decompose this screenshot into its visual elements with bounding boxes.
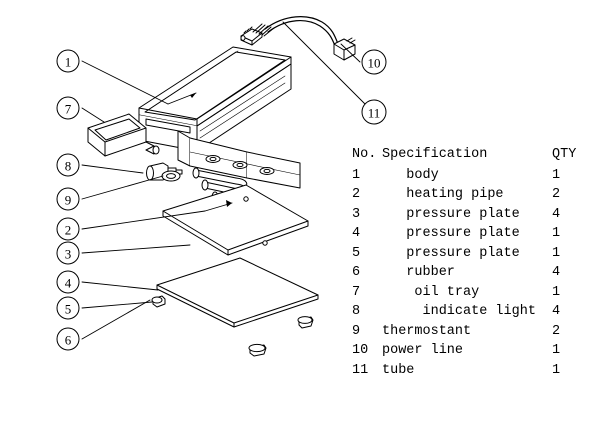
table-header-row	[352, 145, 592, 166]
row-spec: thermostant	[382, 323, 472, 339]
row-qty: 1	[552, 343, 561, 358]
row-qty: 1	[552, 167, 561, 183]
row-no: 9	[352, 323, 361, 339]
row-no: 3	[352, 206, 361, 222]
header-no: No.	[352, 147, 377, 162]
row-qty: 2	[552, 323, 561, 339]
row-no: 8	[352, 304, 361, 319]
table-row	[352, 224, 592, 244]
row-spec: rubber	[382, 265, 455, 280]
table-row	[352, 322, 592, 342]
row-spec: pressure plate	[382, 226, 520, 241]
bottom-panel	[157, 258, 318, 327]
row-no: 5	[352, 245, 361, 261]
row-no: 1	[352, 167, 361, 183]
row-spec: oil tray	[382, 284, 480, 300]
header-specification: Specification	[382, 147, 488, 162]
callout-label-2: 2	[64, 222, 72, 238]
table-row	[352, 302, 592, 322]
row-spec: heating pipe	[382, 187, 504, 202]
callout-label-7: 7	[64, 101, 72, 117]
callout-label-5: 5	[64, 301, 72, 317]
table-row	[352, 263, 592, 283]
row-qty: 1	[552, 362, 561, 378]
row-qty: 1	[552, 226, 561, 241]
table-row	[352, 166, 592, 186]
table-row	[352, 361, 592, 381]
table-row	[352, 244, 592, 264]
callout-label-1: 1	[64, 54, 72, 70]
table-row	[352, 341, 592, 361]
row-qty: 1	[552, 284, 561, 300]
row-no: 11	[352, 362, 369, 378]
table-row	[352, 283, 592, 303]
row-qty: 4	[552, 265, 561, 280]
callout-label-3: 3	[64, 246, 72, 262]
row-qty: 4	[552, 304, 561, 319]
row-spec: body	[382, 167, 439, 183]
thermostat-indicator-light	[147, 163, 183, 181]
row-no: 2	[352, 187, 361, 202]
row-spec: indicate light	[382, 304, 536, 319]
callout-label-4: 4	[64, 275, 72, 291]
body-top-plate	[139, 47, 291, 151]
row-qty: 2	[552, 187, 561, 202]
callout-label-11: 11	[367, 105, 381, 121]
parts-list-table	[352, 145, 592, 380]
row-spec: pressure plate	[382, 206, 520, 222]
callout-label-6: 6	[64, 332, 72, 348]
table-row	[352, 205, 592, 225]
row-spec: tube	[382, 362, 415, 378]
row-spec: power line	[382, 343, 464, 358]
row-no: 7	[352, 284, 361, 300]
callout-label-10: 10	[367, 55, 381, 71]
row-no: 4	[352, 226, 361, 241]
row-qty: 4	[552, 206, 561, 222]
middle-plate	[163, 185, 308, 255]
header-qty: QTY	[552, 147, 577, 162]
row-spec: pressure plate	[382, 245, 520, 261]
row-qty: 1	[552, 245, 561, 261]
callout-label-8: 8	[64, 158, 72, 174]
row-no: 6	[352, 265, 361, 280]
table-row	[352, 185, 592, 205]
row-no: 10	[352, 343, 369, 358]
callout-label-9: 9	[64, 192, 72, 208]
